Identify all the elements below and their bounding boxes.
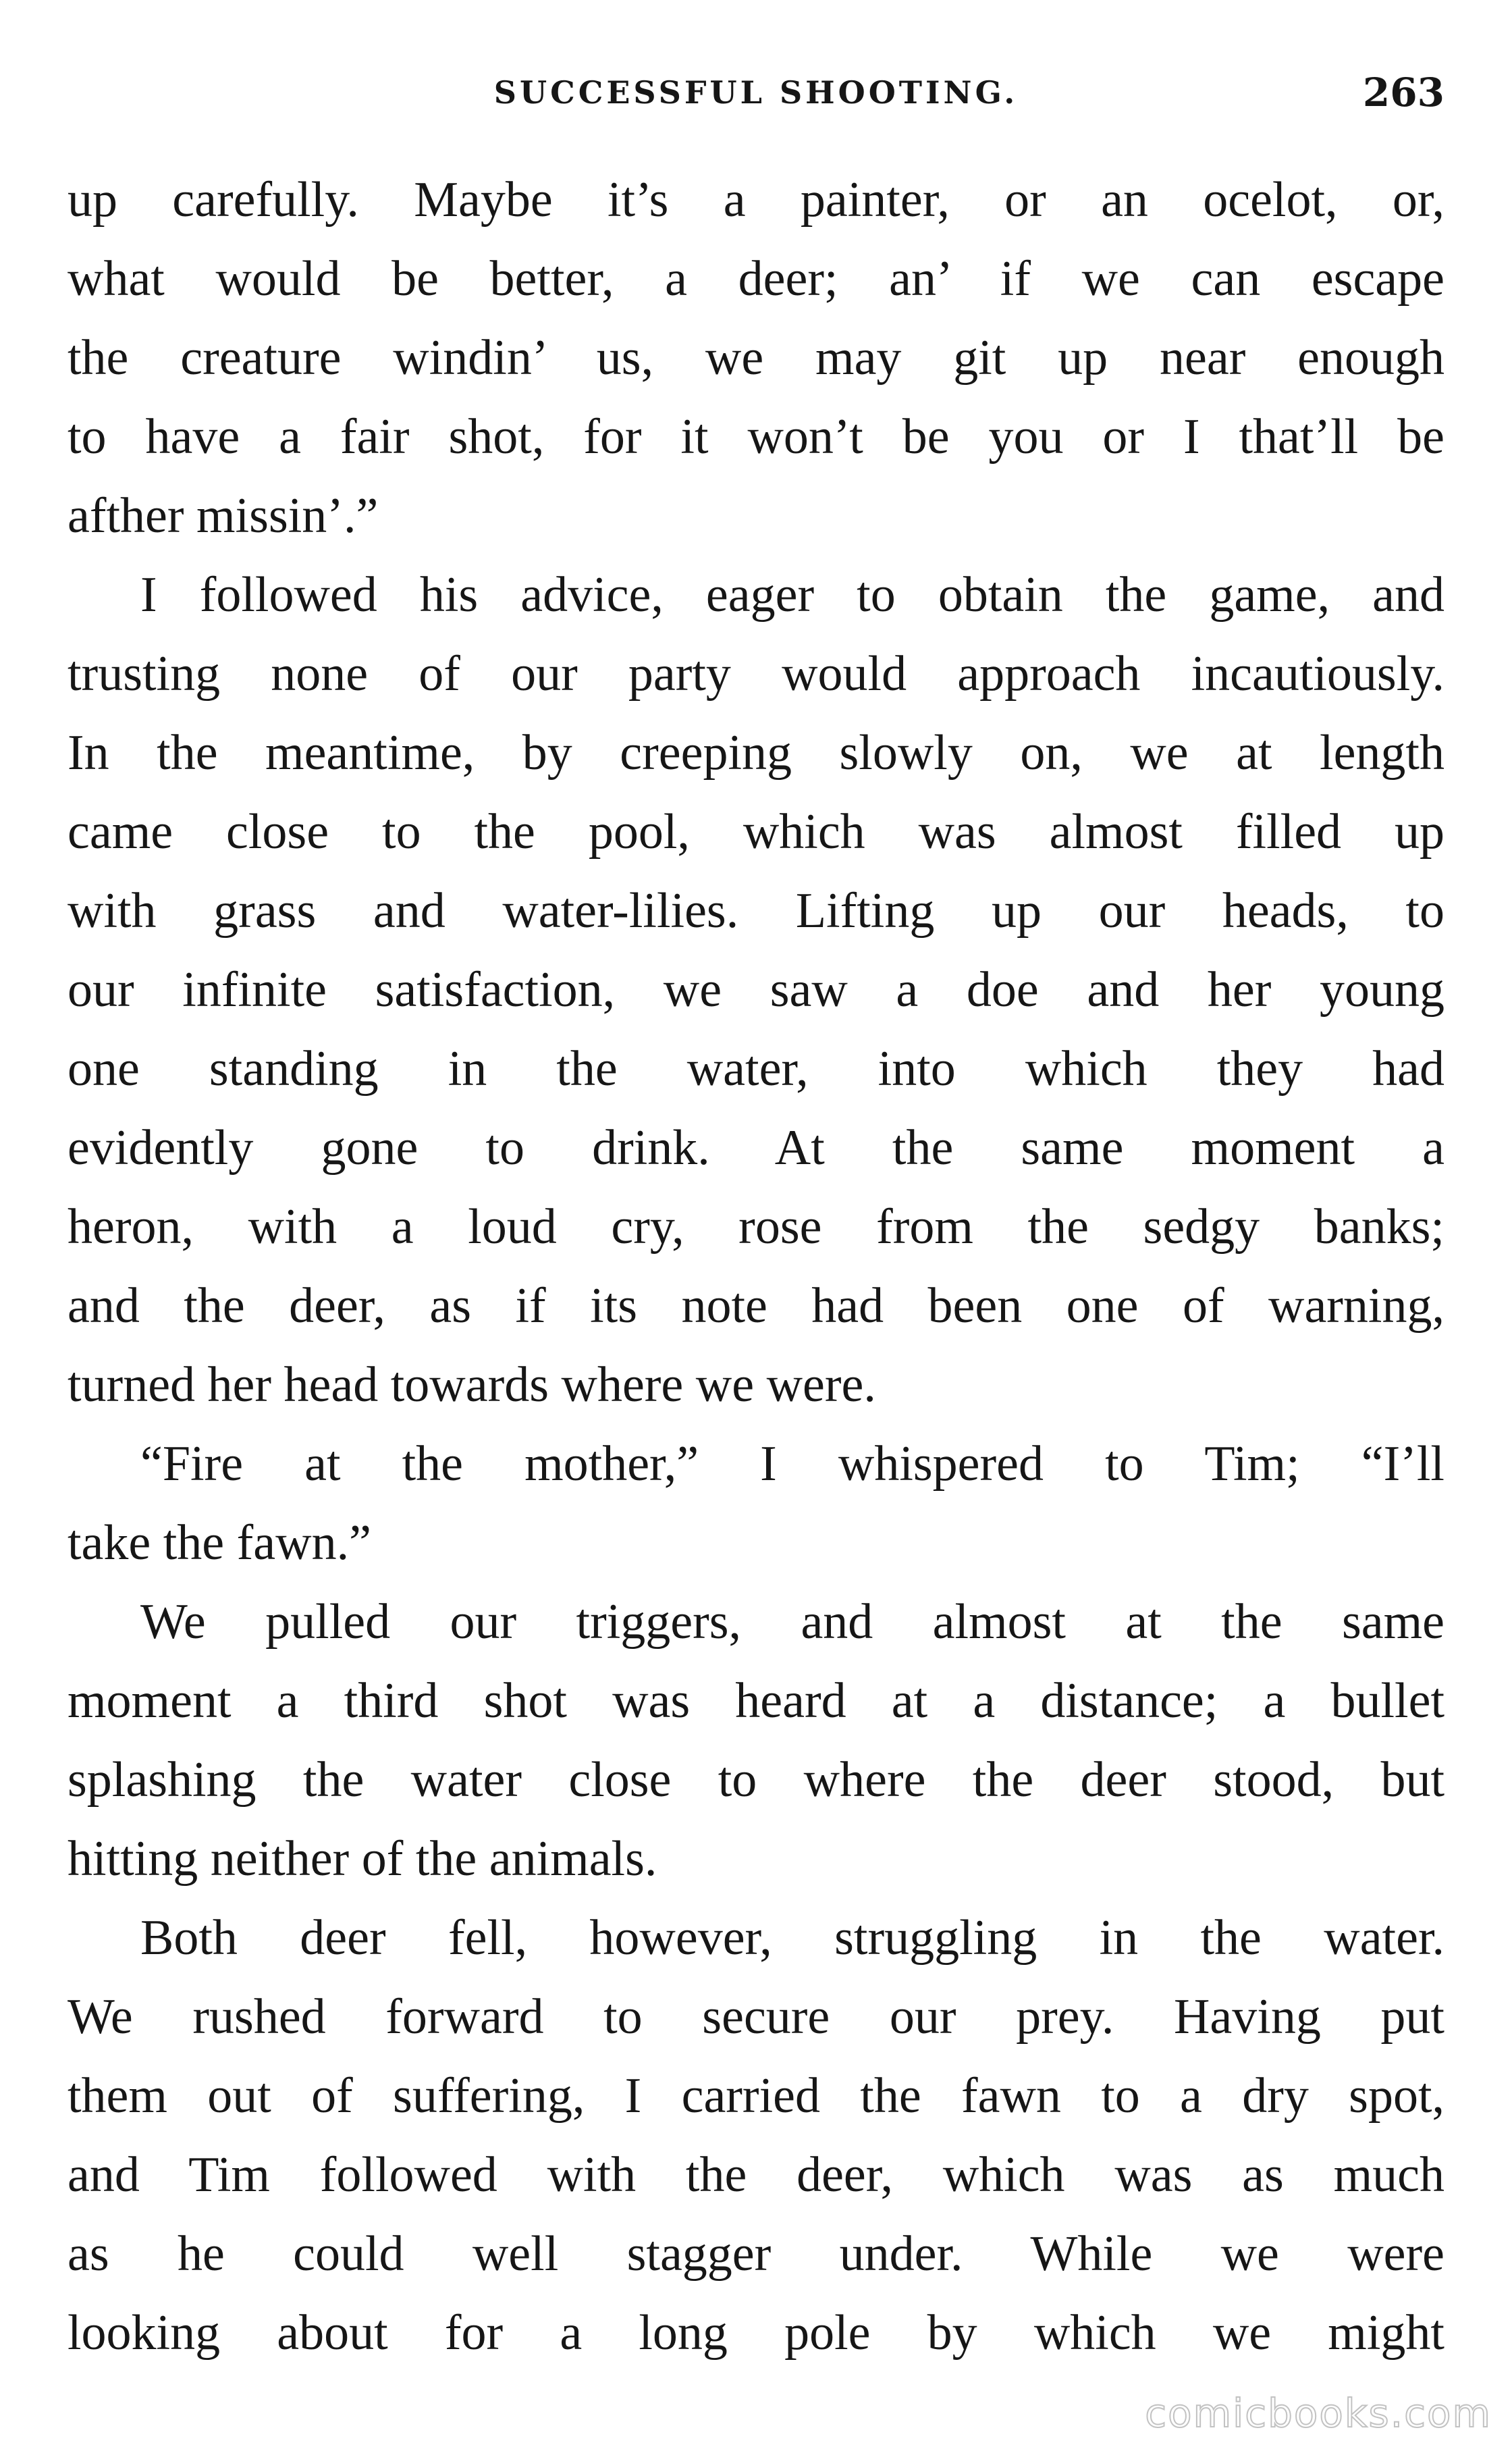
text-line: and Tim followed with the deer, which was as much [68, 2147, 1444, 2203]
watermark: comicbooks.com [1145, 2390, 1492, 2436]
text-line: heron, with a loud cry, rose from the sedgy banks; [68, 1199, 1444, 1255]
text-line: with grass and water-lilies. Lifting up our heads, to [68, 883, 1444, 939]
text-line: hitting neither of the animals. [68, 1831, 657, 1887]
text-line: and the deer, as if its note had been one of warning, [68, 1278, 1444, 1334]
text-line: I followed his advice, eager to obtain the game, and [140, 567, 1444, 623]
running-title: SUCCESSFUL SHOOTING. [493, 74, 1019, 111]
text-line: take the fawn.” [68, 1515, 371, 1571]
text-line: Both deer fell, however, struggling in the water. [140, 1910, 1444, 1966]
text-line: came close to the pool, which was almost filled up [68, 804, 1444, 860]
text-line: trusting none of our party would approach incautiously. [68, 646, 1444, 702]
text-line: the creature windin’ us, we may git up near enough [68, 330, 1444, 386]
text-line: them out of suffering, I carried the fawn to a dry spot, [68, 2068, 1444, 2124]
text-line: one standing in the water, into which they had [68, 1041, 1444, 1097]
page-number: 263 [1362, 70, 1444, 115]
text-line: our infinite satisfaction, we saw a doe and her young [68, 962, 1444, 1018]
text-line: to have a fair shot, for it won’t be you or I that’ll be [68, 409, 1444, 465]
text-line: as he could well stagger under. While we were [68, 2226, 1444, 2282]
text-line: “Fire at the mother,” I whispered to Tim; “I’ll [140, 1436, 1444, 1492]
text-line: moment a third shot was heard at a distance; a bullet [68, 1673, 1444, 1729]
text-line: splashing the water close to where the deer stood, but [68, 1752, 1444, 1808]
running-head [68, 62, 1444, 130]
text-line: afther missin’.” [68, 488, 379, 544]
text-line: turned her head towards where we were. [68, 1357, 876, 1413]
text-line: In the meantime, by creeping slowly on, we at length [68, 725, 1444, 781]
text-line: evidently gone to drink. At the same moment a [68, 1120, 1444, 1176]
text-line: We pulled our triggers, and almost at the same [140, 1594, 1444, 1650]
text-line: what would be better, a deer; an’ if we can escape [68, 251, 1444, 307]
body-text [68, 161, 1444, 2373]
text-line: up carefully. Maybe it’s a painter, or an ocelot, or, [68, 172, 1444, 228]
text-line: We rushed forward to secure our prey. Having put [68, 1989, 1444, 2045]
text-line: looking about for a long pole by which we might [68, 2305, 1444, 2361]
